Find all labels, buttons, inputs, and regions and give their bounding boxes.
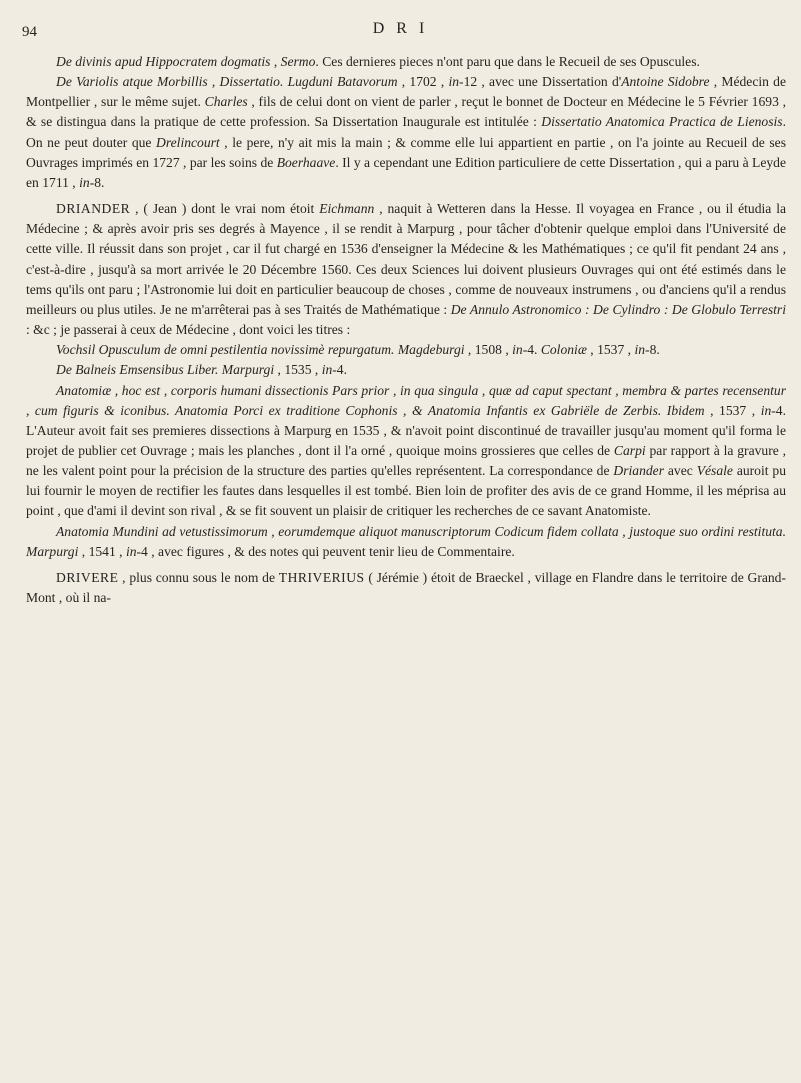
entry-heading: DRIANDER (56, 201, 131, 217)
text-run: , fils de celui dont on vient de parler , reçut le bonnet de Docteur en Médecine le 5 Février 1693 , & se distingua dans la pratique de cette profession. Sa Dissertation Inaugurale est intitulée : (26, 94, 786, 130)
text-run: avec (664, 463, 697, 479)
italic-run: Coloniæ (540, 342, 587, 358)
paragraph-p6 (26, 381, 786, 522)
text-run: . On ne peut douter que (26, 114, 786, 150)
italic-run: De Annulo Astronomico : De Cylindro : De Globulo Terrestri (450, 301, 787, 317)
text-run: , plus connu sous le nom de (118, 569, 279, 585)
text-run: -8. (645, 342, 660, 358)
text-run: . Il y a cependant une Edition particuliere de cette Dissertation , qui a paru à Leyde en 1711 , (26, 154, 787, 190)
text-run: par rapport à la gravure , ne les valent point pour la précision de la structure des parties qu'elles représentent. La correspondance de (26, 442, 786, 479)
paragraph-p2 (26, 72, 786, 193)
text-run: , 1508 , (464, 342, 513, 358)
text-run: -4. L'Auteur avoit fait ses premieres dissections à Marpurg en 1535 , & n'avoit point discontinué de travailler jusqu'au moment qu'il forma le projet de publier cet Ouvrage ; mais les planches , dont il l'a orné , quoique moins grossieres que celles de (26, 402, 786, 458)
entry-heading: THRIVERIUS (278, 569, 365, 585)
italic-run: in (321, 362, 333, 378)
italic-run: in (125, 543, 137, 559)
italic-run: Anatomia Mundini ad vetustissimorum , eorumdemque aliquot manuscriptorum Codicum fidem collata , justoque suo ordini restituta. Marpurgi (26, 523, 786, 559)
running-head: D R I (372, 20, 429, 37)
italic-run: Driander (613, 463, 665, 479)
text-run: , naquit à Wetteren dans la Hesse. Il voyagea en France , ou il étudia la Médecine ; & après avoir pris ses degrés à Mayence , il se rendit à Marpurg , pour tâcher d'obtenir quelque emploi dans l'Université de cette ville. Il réussit dans son projet , car il fut chargé en 1536 d'enseigner la Médecine & les Mathématiques ; ce qu'il fit pendant 24 ans , c'est-à-dire , jusqu'à sa mort arrivée le 20 Décembre 1560. Ces deux Sciences lui doivent plusieurs Ouvrages qui ont été estimés dans le tems qu'ils ont paru ; l'Astronomie lui doit en particulier beaucoup de choses , comme de nouveaux instrumens , ou d'anciens qu'il a rendus meilleurs ou plus utiles. Je ne m'arrêterai pas à ses Traités de Mathématique : (26, 201, 787, 317)
text-run: , le pere, n'y ait mis la main ; & comme elle lui appartient en partie , on l'a jointe au Recueil de ses Ouvrages imprimés en 1727 , par les soins de (26, 134, 786, 170)
italic-run: Sermo (280, 54, 316, 69)
italic-run: in (760, 402, 772, 418)
italic-run: Dissertatio Anatomica Practica de Lienosis (541, 114, 783, 130)
italic-run: Boerhaave (276, 154, 336, 170)
text-run: , 1537 , (704, 402, 761, 418)
italic-run: in (512, 342, 523, 358)
italic-run: De Balneis Emsensibus Liber. Marpurgi (56, 362, 275, 378)
text-run: -4 , avec figures , & des notes qui peuvent tenir lieu de Commentaire. (136, 543, 515, 559)
text-run: -8. (89, 174, 105, 190)
italic-run: Eichmann (319, 201, 375, 217)
italic-run: De Variolis atque Morbillis , Dissertatio. Lugduni Batavorum (56, 74, 398, 90)
italic-run: Antoine Sidobre (621, 74, 710, 90)
paragraph-p5 (26, 360, 786, 380)
paragraph-p8 (26, 568, 786, 608)
page-number: 94 (22, 24, 37, 40)
text-run: , 1535 , (274, 362, 322, 378)
paragraph-p4 (26, 340, 786, 360)
page-body (26, 52, 786, 608)
text-run: , 1541 , (78, 543, 126, 559)
text-run: , 1537 , (586, 342, 635, 358)
text-run: , Médecin de Montpellier , sur le même sujet. (26, 74, 787, 110)
italic-run: Charles (204, 94, 248, 110)
paragraph-p1 (26, 52, 786, 72)
text-run: ( Jérémie ) étoit de Braeckel , village en Flandre dans le territoire de Grand-Mont , où il na- (26, 569, 786, 606)
text-run: -12 , avec une Dissertation d' (459, 74, 622, 90)
italic-run: Carpi (613, 442, 646, 458)
entry-heading: DRIVERE (56, 569, 119, 585)
text-run: -4. (522, 342, 541, 358)
text-run: . Ces dernieres pieces n'ont paru que dans le Recueil de ses Opuscules. (315, 54, 700, 69)
text-run: , (270, 54, 281, 69)
italic-run: in (79, 174, 90, 190)
paragraph-p7 (26, 522, 786, 562)
text-run: : &c ; je passerai à ceux de Médecine , dont voici les titres : (26, 322, 351, 338)
italic-run: De divinis apud Hippocratem dogmatis (56, 54, 271, 69)
text-run: -4. (332, 362, 348, 378)
italic-run: Drelincourt (156, 134, 220, 150)
text-run: auroit pu lui fournir le moyen de rectifier les fautes dans lesquelles il est tombé. Bien loin de profiter des avis de ce grand Homme, il les méprisa au point , que d'ami il devint son rival , & se fit souvent un plaisir de critiquer les recherches de ce savant Anatomiste. (26, 463, 786, 519)
text-run: , ( Jean ) dont le vrai nom étoit (130, 201, 320, 217)
italic-run: Anatomiæ , hoc est , corporis humani dissectionis Pars prior , in qua singula , quæ ad caput spectant , membra & partes recensentur , cum figuris & iconibus. Anatomia Porci ex traditione Cophonis , & Anatomia Infantis ex Gabriële de Zerbis. Ibidem (26, 382, 786, 418)
text-run: , 1702 , (397, 74, 449, 90)
italic-run: Vésale (696, 463, 733, 479)
italic-run: in (448, 74, 460, 90)
italic-run: Vochsil Opusculum de omni pestilentia novissimè repurgatum. Magdeburgi (56, 342, 465, 358)
italic-run: in (634, 342, 646, 358)
paragraph-p3 (26, 199, 786, 340)
